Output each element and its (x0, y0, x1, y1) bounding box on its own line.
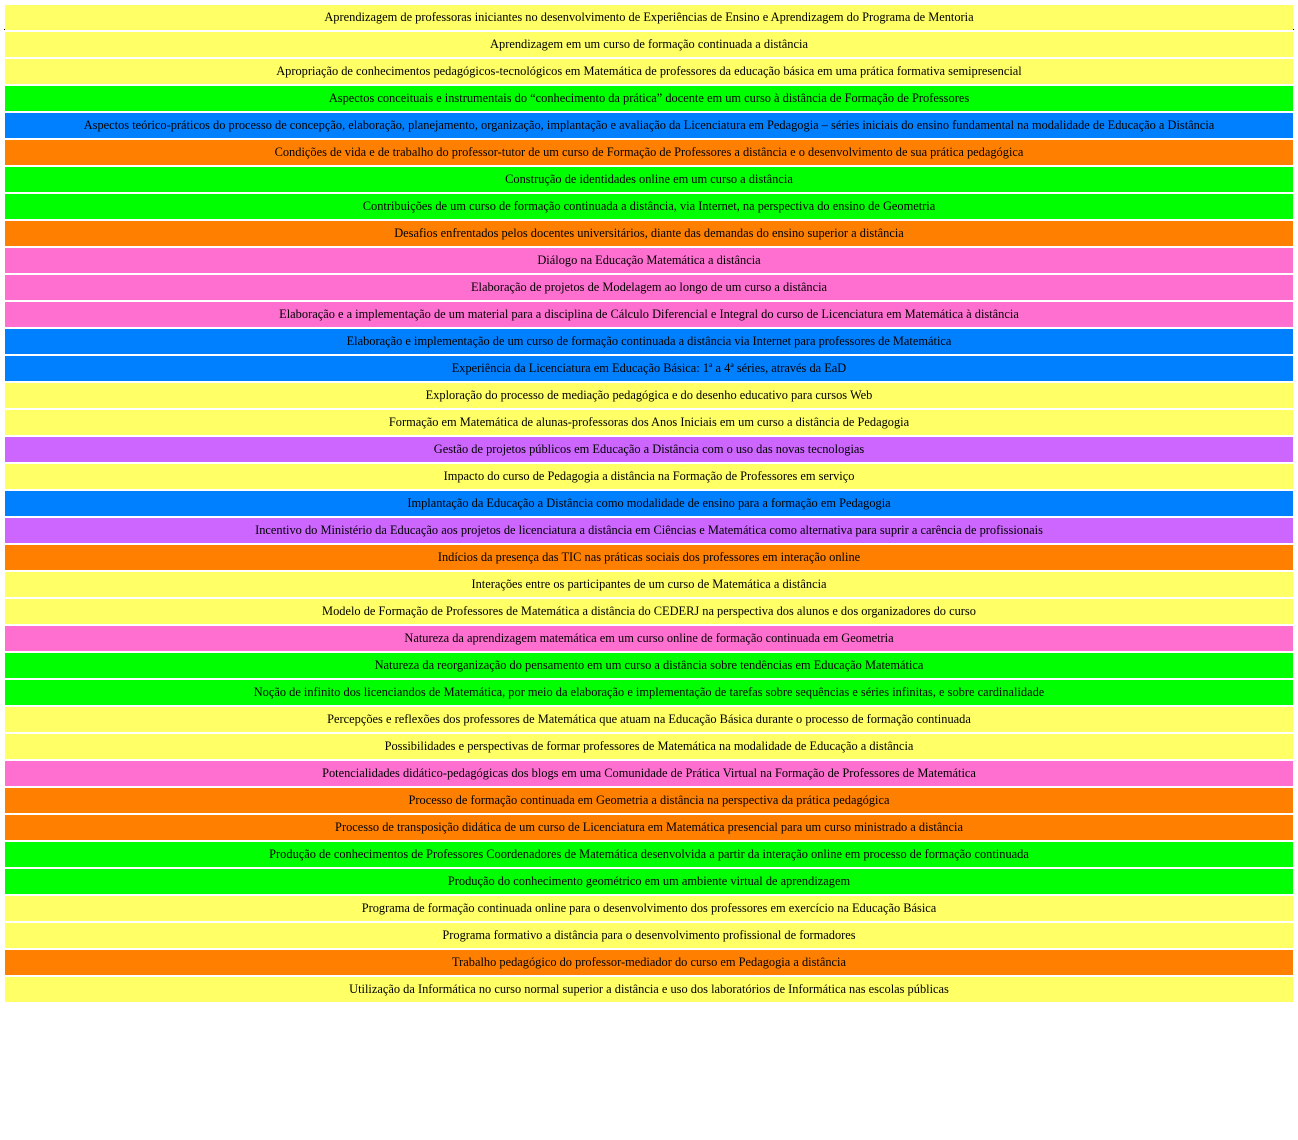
topic-row: Desafios enfrentados pelos docentes universitários, diante das demandas do ensino superior a distância (5, 221, 1293, 246)
topic-row: Produção de conhecimentos de Professores Coordenadores de Matemática desenvolvida a partir da interação online em processo de formação continuada (5, 842, 1293, 867)
topic-row: Trabalho pedagógico do professor-mediador do curso em Pedagogia a distância (5, 950, 1293, 975)
topic-row: Aspectos conceituais e instrumentais do “conhecimento da prática” docente em um curso à distância de Formação de Professores (5, 86, 1293, 111)
topic-row: Incentivo do Ministério da Educação aos projetos de licenciatura a distância em Ciências e Matemática como alternativa para suprir a carência de profissionais (5, 518, 1293, 543)
topics-list (5, 5, 1293, 1004)
topic-row: Percepções e reflexões dos professores de Matemática que atuam na Educação Básica durante o processo de formação continuada (5, 707, 1293, 732)
topic-row: Programa formativo a distância para o desenvolvimento profissional de formadores (5, 923, 1293, 948)
topic-row: Aprendizagem de professoras iniciantes no desenvolvimento de Experiências de Ensino e Aprendizagem do Programa de Mentoria (5, 5, 1293, 30)
topic-row: Gestão de projetos públicos em Educação a Distância com o uso das novas tecnologias (5, 437, 1293, 462)
topic-row: Interações entre os participantes de um curso de Matemática a distância (5, 572, 1293, 597)
topic-row: Formação em Matemática de alunas-professoras dos Anos Iniciais em um curso a distância de Pedagogia (5, 410, 1293, 435)
topic-row: Noção de infinito dos licenciandos de Matemática, por meio da elaboração e implementação de tarefas sobre sequências e séries infinitas, e sobre cardinalidade (5, 680, 1293, 705)
topic-row: Experiência da Licenciatura em Educação Básica: 1ª a 4ª séries, através da EaD (5, 356, 1293, 381)
topic-row: Natureza da reorganização do pensamento em um curso a distância sobre tendências em Educação Matemática (5, 653, 1293, 678)
topic-row: Implantação da Educação a Distância como modalidade de ensino para a formação em Pedagogia (5, 491, 1293, 516)
topic-row: Produção do conhecimento geométrico em um ambiente virtual de aprendizagem (5, 869, 1293, 894)
topic-row: Natureza da aprendizagem matemática em um curso online de formação continuada em Geometria (5, 626, 1293, 651)
topic-row: Elaboração e implementação de um curso de formação continuada a distância via Internet para professores de Matemática (5, 329, 1293, 354)
topic-row: Aspectos teórico-práticos do processo de concepção, elaboração, planejamento, organização, implantação e avaliação da Licenciatura em Pedagogia – séries iniciais do ensino fundamental na modalidade de Educação a Distância (5, 113, 1293, 138)
topic-row: Potencialidades didático-pedagógicas dos blogs em uma Comunidade de Prática Virtual na Formação de Professores de Matemática (5, 761, 1293, 786)
topic-row: Diálogo na Educação Matemática a distância (5, 248, 1293, 273)
topic-row: Apropriação de conhecimentos pedagógicos-tecnológicos em Matemática de professores da educação básica em uma prática formativa semipresencial (5, 59, 1293, 84)
topic-row: Indícios da presença das TIC nas práticas sociais dos professores em interação online (5, 545, 1293, 570)
topic-row: Processo de formação continuada em Geometria a distância na perspectiva da prática pedagógica (5, 788, 1293, 813)
topic-row: Construção de identidades online em um curso a distância (5, 167, 1293, 192)
topic-row: Elaboração e a implementação de um material para a disciplina de Cálculo Diferencial e Integral do curso de Licenciatura em Matemática à distância (5, 302, 1293, 327)
topic-row: Impacto do curso de Pedagogia a distância na Formação de Professores em serviço (5, 464, 1293, 489)
topic-row: Elaboração de projetos de Modelagem ao longo de um curso a distância (5, 275, 1293, 300)
topic-row: Utilização da Informática no curso normal superior a distância e uso dos laboratórios de Informática nas escolas públicas (5, 977, 1293, 1002)
topic-row: Aprendizagem em um curso de formação continuada a distância (5, 32, 1293, 57)
topic-row: Exploração do processo de mediação pedagógica e do desenho educativo para cursos Web (5, 383, 1293, 408)
topic-row: Contribuições de um curso de formação continuada a distância, via Internet, na perspectiva do ensino de Geometria (5, 194, 1293, 219)
topic-row: Possibilidades e perspectivas de formar professores de Matemática na modalidade de Educação a distância (5, 734, 1293, 759)
topic-row: Programa de formação continuada online para o desenvolvimento dos professores em exercício na Educação Básica (5, 896, 1293, 921)
topic-row: Processo de transposição didática de um curso de Licenciatura em Matemática presencial para um curso ministrado a distância (5, 815, 1293, 840)
topic-row: Modelo de Formação de Professores de Matemática a distância do CEDERJ na perspectiva dos alunos e dos organizadores do curso (5, 599, 1293, 624)
topic-row: Condições de vida e de trabalho do professor-tutor de um curso de Formação de Professores a distância e o desenvolvimento de sua prática pedagógica (5, 140, 1293, 165)
